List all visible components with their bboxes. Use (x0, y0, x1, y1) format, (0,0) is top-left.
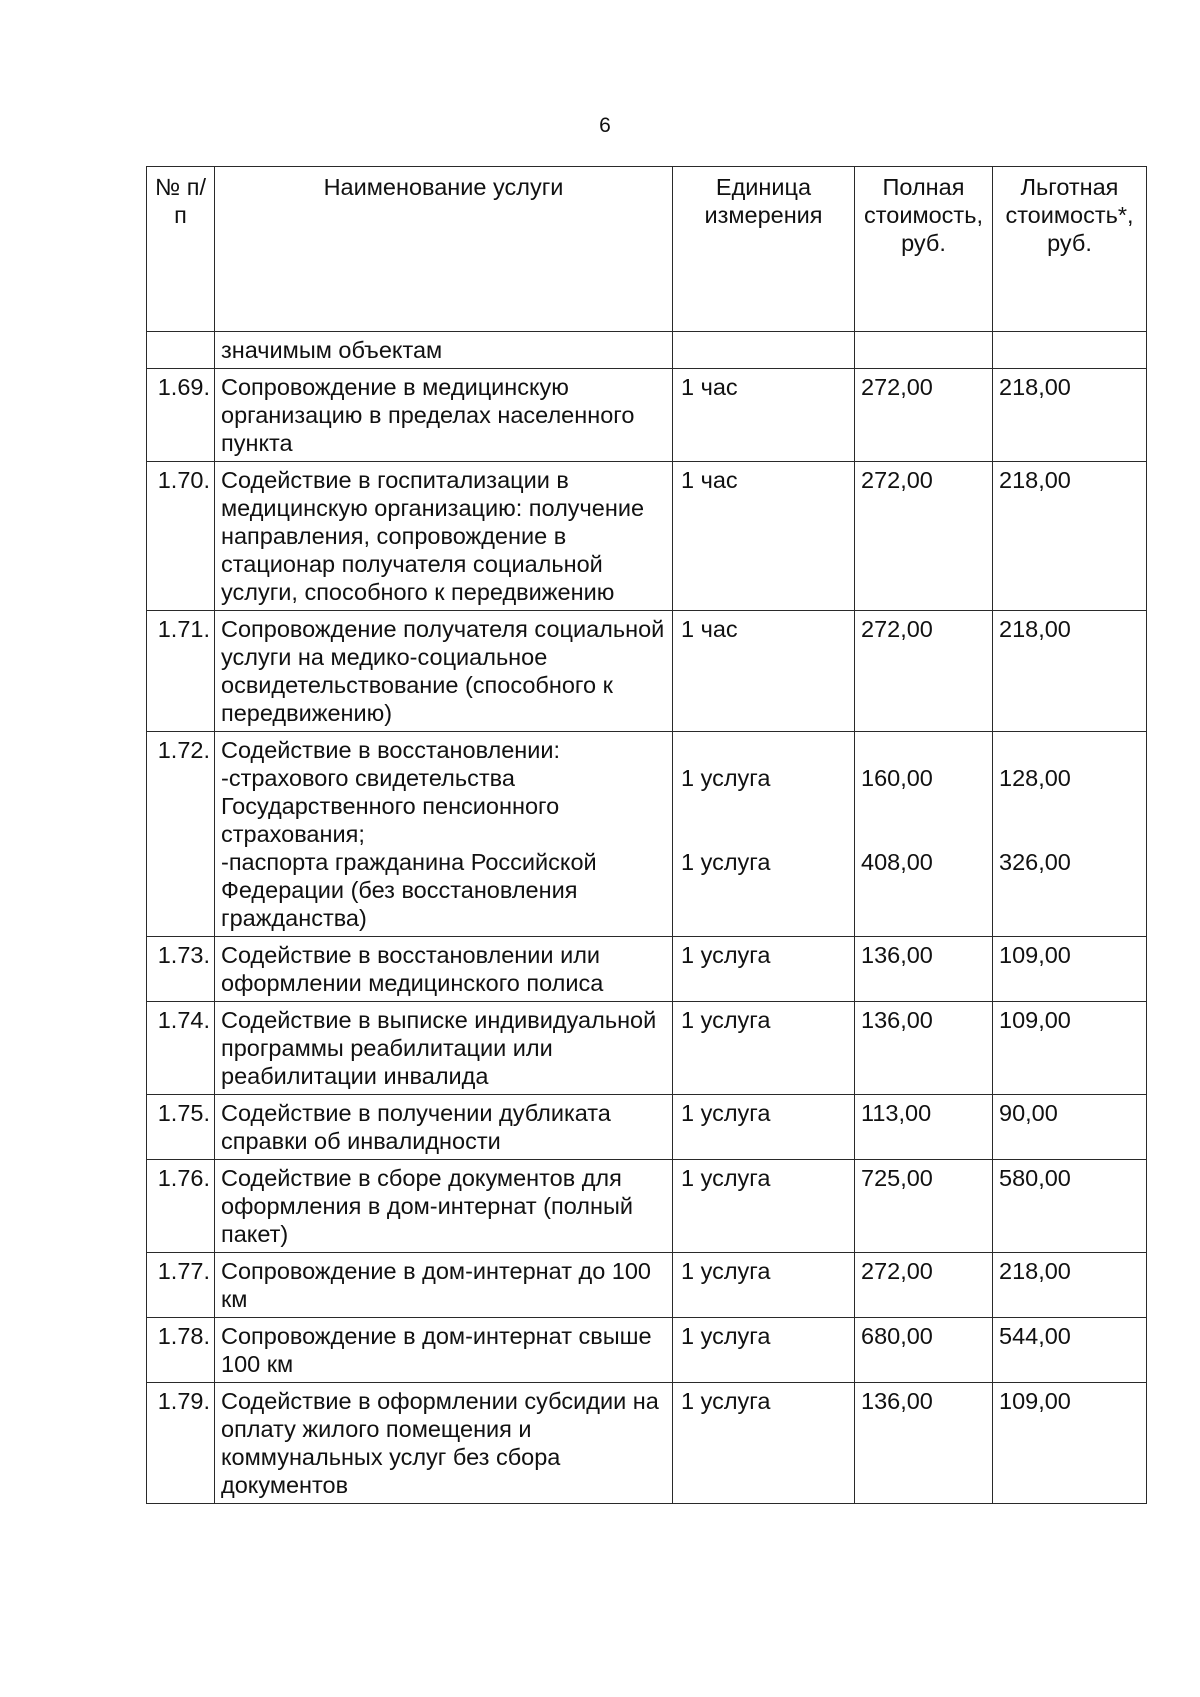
table-row (147, 1002, 1147, 1095)
cell-full-price: 136,00 (855, 1002, 993, 1095)
cell-num (147, 332, 215, 369)
name-item: -паспорта гражданина Российской Федерации (без восстановления гражданства) (221, 849, 597, 931)
cell-num: 1.76. (147, 1160, 215, 1253)
header-discount-price: Льготная стоимость*, руб. (993, 167, 1147, 332)
cell-name: Содействие в восстановлении или оформлении медицинского полиса (215, 937, 673, 1002)
cell-unit: 1 час (673, 611, 855, 732)
cell-name: Сопровождение получателя социальной услуги на медико-социальное освидетельствование (способного к передвижению) (215, 611, 673, 732)
table-row (147, 1318, 1147, 1383)
header-name: Наименование услуги (215, 167, 673, 332)
name-item: -страхового свидетельства Государственного пенсионного страхования; (221, 765, 560, 847)
cell-full-price: 725,00 (855, 1160, 993, 1253)
discount-price-value: 326,00 (999, 849, 1071, 875)
table-row-continuation (147, 332, 1147, 369)
table-row (147, 1095, 1147, 1160)
spacer (861, 820, 986, 848)
cell-full-price: 272,00 (855, 369, 993, 462)
table-row (147, 1160, 1147, 1253)
cell-full-price: 272,00 (855, 611, 993, 732)
cell-num: 1.69. (147, 369, 215, 462)
cell-discount-price: 109,00 (993, 937, 1147, 1002)
cell-num: 1.78. (147, 1318, 215, 1383)
cell-num: 1.75. (147, 1095, 215, 1160)
cell-discount-price: 580,00 (993, 1160, 1147, 1253)
cell-unit: 1 услуга (673, 1253, 855, 1318)
services-price-table (146, 166, 1147, 1504)
table-row (147, 462, 1147, 611)
cell-full-price (855, 732, 993, 937)
discount-price-value: 128,00 (999, 765, 1071, 791)
cell-discount-price (993, 732, 1147, 937)
table-header-row (147, 167, 1147, 332)
cell-name: Сопровождение в дом-интернат свыше 100 км (215, 1318, 673, 1383)
table-row (147, 732, 1147, 937)
unit-value: 1 услуга (681, 765, 771, 791)
cell-name: Сопровождение в дом-интернат до 100 км (215, 1253, 673, 1318)
spacer (681, 736, 848, 764)
cell-unit: 1 услуга (673, 1383, 855, 1504)
cell-name: Содействие в госпитализации в медицинскую организацию: получение направления, сопровождение в стационар получателя социальной услуги, способного к передвижению (215, 462, 673, 611)
cell-num: 1.79. (147, 1383, 215, 1504)
cell-name: Содействие в сборе документов для оформления в дом-интернат (полный пакет) (215, 1160, 673, 1253)
cell-num: 1.70. (147, 462, 215, 611)
header-full-price: Полная стоимость, руб. (855, 167, 993, 332)
cell-num: 1.74. (147, 1002, 215, 1095)
spacer (861, 736, 986, 764)
cell-unit: 1 услуга (673, 1318, 855, 1383)
cell-name: Содействие в выписке индивидуальной программы реабилитации или реабилитации инвалида (215, 1002, 673, 1095)
cell-full-price: 136,00 (855, 1383, 993, 1504)
cell-unit: 1 услуга (673, 937, 855, 1002)
header-num: № п/п (147, 167, 215, 332)
spacer (999, 792, 1140, 820)
table-row (147, 1253, 1147, 1318)
cell-name: Содействие в оформлении субсидии на оплату жилого помещения и коммунальных услуг без сбора документов (215, 1383, 673, 1504)
cell-discount-price: 218,00 (993, 369, 1147, 462)
cell-discount-price: 544,00 (993, 1318, 1147, 1383)
table-row (147, 1383, 1147, 1504)
cell-num: 1.72. (147, 732, 215, 937)
spacer (681, 820, 848, 848)
cell-unit (673, 732, 855, 937)
cell-full-price: 272,00 (855, 1253, 993, 1318)
cell-full-price: 136,00 (855, 937, 993, 1002)
cell-num: 1.71. (147, 611, 215, 732)
cell-name: значимым объектам (215, 332, 673, 369)
cell-discount-price: 90,00 (993, 1095, 1147, 1160)
cell-discount-price: 218,00 (993, 611, 1147, 732)
page-number: 6 (599, 114, 611, 137)
unit-value: 1 услуга (681, 849, 771, 875)
cell-unit: 1 услуга (673, 1095, 855, 1160)
table-row (147, 369, 1147, 462)
cell-discount-price: 218,00 (993, 1253, 1147, 1318)
spacer (861, 792, 986, 820)
header-unit: Единица измерения (673, 167, 855, 332)
cell-full-price: 680,00 (855, 1318, 993, 1383)
cell-full-price: 113,00 (855, 1095, 993, 1160)
full-price-value: 160,00 (861, 765, 933, 791)
cell-unit: 1 час (673, 462, 855, 611)
spacer (999, 736, 1140, 764)
cell-discount-price (993, 332, 1147, 369)
cell-unit: 1 услуга (673, 1160, 855, 1253)
table-row (147, 937, 1147, 1002)
spacer (681, 792, 848, 820)
cell-unit: 1 услуга (673, 1002, 855, 1095)
cell-name (215, 732, 673, 937)
cell-unit (673, 332, 855, 369)
cell-name: Содействие в получении дубликата справки об инвалидности (215, 1095, 673, 1160)
table-row (147, 611, 1147, 732)
cell-unit: 1 час (673, 369, 855, 462)
full-price-value: 408,00 (861, 849, 933, 875)
cell-name: Сопровождение в медицинскую организацию в пределах населенного пункта (215, 369, 673, 462)
cell-num: 1.73. (147, 937, 215, 1002)
cell-discount-price: 109,00 (993, 1002, 1147, 1095)
spacer (999, 820, 1140, 848)
cell-full-price: 272,00 (855, 462, 993, 611)
cell-discount-price: 218,00 (993, 462, 1147, 611)
cell-num: 1.77. (147, 1253, 215, 1318)
cell-full-price (855, 332, 993, 369)
name-intro: Содействие в восстановлении: (221, 737, 561, 763)
cell-discount-price: 109,00 (993, 1383, 1147, 1504)
